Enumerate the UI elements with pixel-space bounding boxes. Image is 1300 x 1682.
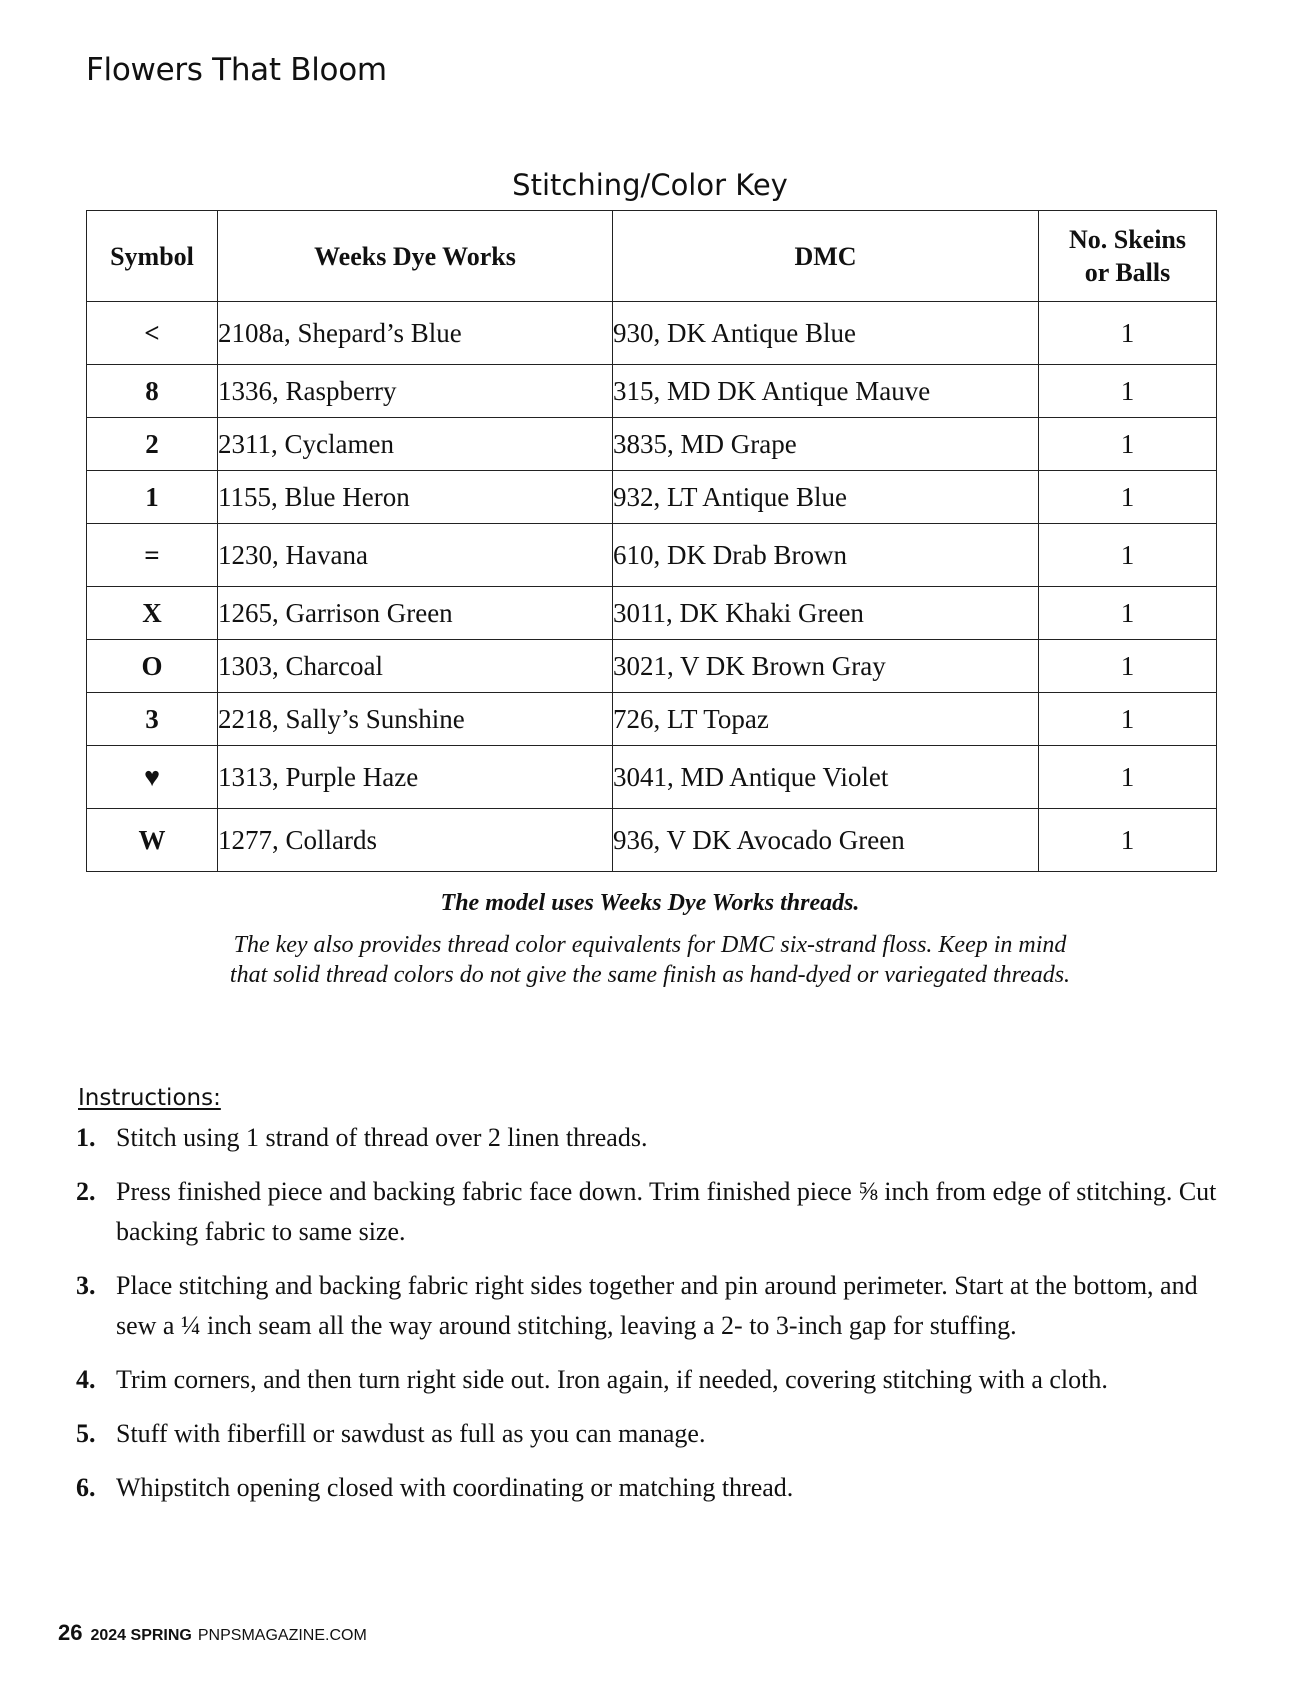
- qty-cell: 1: [1039, 365, 1217, 418]
- symbol-cell: 2: [87, 418, 218, 471]
- weeks-cell: 2218, Sally’s Sunshine: [218, 693, 613, 746]
- page-heading: Flowers That Bloom: [86, 52, 387, 88]
- instructions-list: [76, 1118, 1236, 1522]
- dmc-cell: 932, LT Antique Blue: [613, 471, 1039, 524]
- header-skeins-line2: or Balls: [1084, 258, 1171, 287]
- qty-cell: 1: [1039, 471, 1217, 524]
- step-text: Place stitching and backing fabric right sides together and pin around perimeter. Start at the bottom, and sew a ¼ inch seam all the way around stitching, leaving a 2- to 3-inch gap for stuffing.: [116, 1271, 1198, 1340]
- table-row: [87, 418, 1217, 471]
- step-text: Stuff with fiberfill or sawdust as full as you can manage.: [116, 1419, 706, 1448]
- step-number: 3.: [76, 1271, 96, 1300]
- qty-cell: 1: [1039, 746, 1217, 809]
- qty-cell: 1: [1039, 809, 1217, 872]
- qty-cell: 1: [1039, 524, 1217, 587]
- step-number: 2.: [76, 1177, 96, 1206]
- table-row: [87, 587, 1217, 640]
- table-row: [87, 640, 1217, 693]
- step-text: Press finished piece and backing fabric face down. Trim finished piece ⅝ inch from edge of stitching. Cut backing fabric to same size.: [116, 1177, 1217, 1246]
- step-text: Stitch using 1 strand of thread over 2 linen threads.: [116, 1123, 648, 1152]
- weeks-cell: 1265, Garrison Green: [218, 587, 613, 640]
- qty-cell: 1: [1039, 587, 1217, 640]
- heart-symbol-cell: ♥: [87, 746, 218, 809]
- symbol-cell: X: [87, 587, 218, 640]
- header-skeins-line1: No. Skeins: [1068, 225, 1187, 254]
- table-row: [87, 471, 1217, 524]
- qty-cell: 1: [1039, 302, 1217, 365]
- qty-cell: 1: [1039, 640, 1217, 693]
- symbol-cell: <: [87, 302, 218, 365]
- table-row: [87, 524, 1217, 587]
- symbol-cell: =: [87, 524, 218, 587]
- table-row: [87, 746, 1217, 809]
- instruction-step: [76, 1414, 1236, 1454]
- symbol-cell: 8: [87, 365, 218, 418]
- table-row: [87, 302, 1217, 365]
- table-header-row: [87, 211, 1217, 302]
- weeks-cell: 1277, Collards: [218, 809, 613, 872]
- dmc-cell: 930, DK Antique Blue: [613, 302, 1039, 365]
- dmc-cell: 3041, MD Antique Violet: [613, 746, 1039, 809]
- dmc-cell: 936, V DK Avocado Green: [613, 809, 1039, 872]
- dmc-cell: 3011, DK Khaki Green: [613, 587, 1039, 640]
- qty-cell: 1: [1039, 418, 1217, 471]
- table-row: [87, 693, 1217, 746]
- page-footer: [58, 1620, 367, 1646]
- color-key-table: [86, 210, 1217, 872]
- qty-cell: 1: [1039, 693, 1217, 746]
- table-row: [87, 809, 1217, 872]
- magazine-site: PNPSMAGAZINE.COM: [197, 1627, 367, 1644]
- dmc-cell: 315, MD DK Antique Mauve: [613, 365, 1039, 418]
- symbol-cell: O: [87, 640, 218, 693]
- issue-season: 2024 SPRING: [90, 1627, 192, 1644]
- weeks-cell: 1230, Havana: [218, 524, 613, 587]
- dmc-cell: 726, LT Topaz: [613, 693, 1039, 746]
- instruction-step: [76, 1118, 1236, 1158]
- weeks-cell: 2311, Cyclamen: [218, 418, 613, 471]
- table-row: [87, 365, 1217, 418]
- header-symbol: Symbol: [87, 211, 218, 302]
- step-number: 5.: [76, 1419, 96, 1448]
- weeks-cell: 1336, Raspberry: [218, 365, 613, 418]
- step-number: 6.: [76, 1473, 96, 1502]
- symbol-cell: 3: [87, 693, 218, 746]
- weeks-cell: 1313, Purple Haze: [218, 746, 613, 809]
- weeks-cell: 1155, Blue Heron: [218, 471, 613, 524]
- thread-note-bold: The model uses Weeks Dye Works threads.: [440, 890, 860, 916]
- thread-note-line1: The key also provides thread color equivalents for DMC six-strand floss. Keep in mind: [233, 932, 1067, 958]
- instruction-step: [76, 1468, 1236, 1508]
- instructions-heading: Instructions:: [78, 1085, 221, 1111]
- header-skeins: [1039, 211, 1217, 302]
- dmc-cell: 610, DK Drab Brown: [613, 524, 1039, 587]
- weeks-cell: 2108a, Shepard’s Blue: [218, 302, 613, 365]
- weeks-cell: 1303, Charcoal: [218, 640, 613, 693]
- header-weeks: Weeks Dye Works: [218, 211, 613, 302]
- step-number: 1.: [76, 1123, 96, 1152]
- symbol-cell: W: [87, 809, 218, 872]
- color-key-title: Stitching/Color Key: [512, 168, 788, 202]
- dmc-cell: 3835, MD Grape: [613, 418, 1039, 471]
- step-text: Whipstitch opening closed with coordinating or matching thread.: [116, 1473, 794, 1502]
- symbol-cell: 1: [87, 471, 218, 524]
- instruction-step: [76, 1266, 1236, 1346]
- instruction-step: [76, 1172, 1236, 1252]
- step-number: 4.: [76, 1365, 96, 1394]
- step-text: Trim corners, and then turn right side out. Iron again, if needed, covering stitching with a cloth.: [116, 1365, 1108, 1394]
- page-number: 26: [58, 1620, 83, 1645]
- instruction-step: [76, 1360, 1236, 1400]
- thread-note-line2: that solid thread colors do not give the same finish as hand-dyed or variegated threads.: [229, 962, 1071, 988]
- dmc-cell: 3021, V DK Brown Gray: [613, 640, 1039, 693]
- thread-note-body: [190, 930, 1110, 990]
- header-dmc: DMC: [613, 211, 1039, 302]
